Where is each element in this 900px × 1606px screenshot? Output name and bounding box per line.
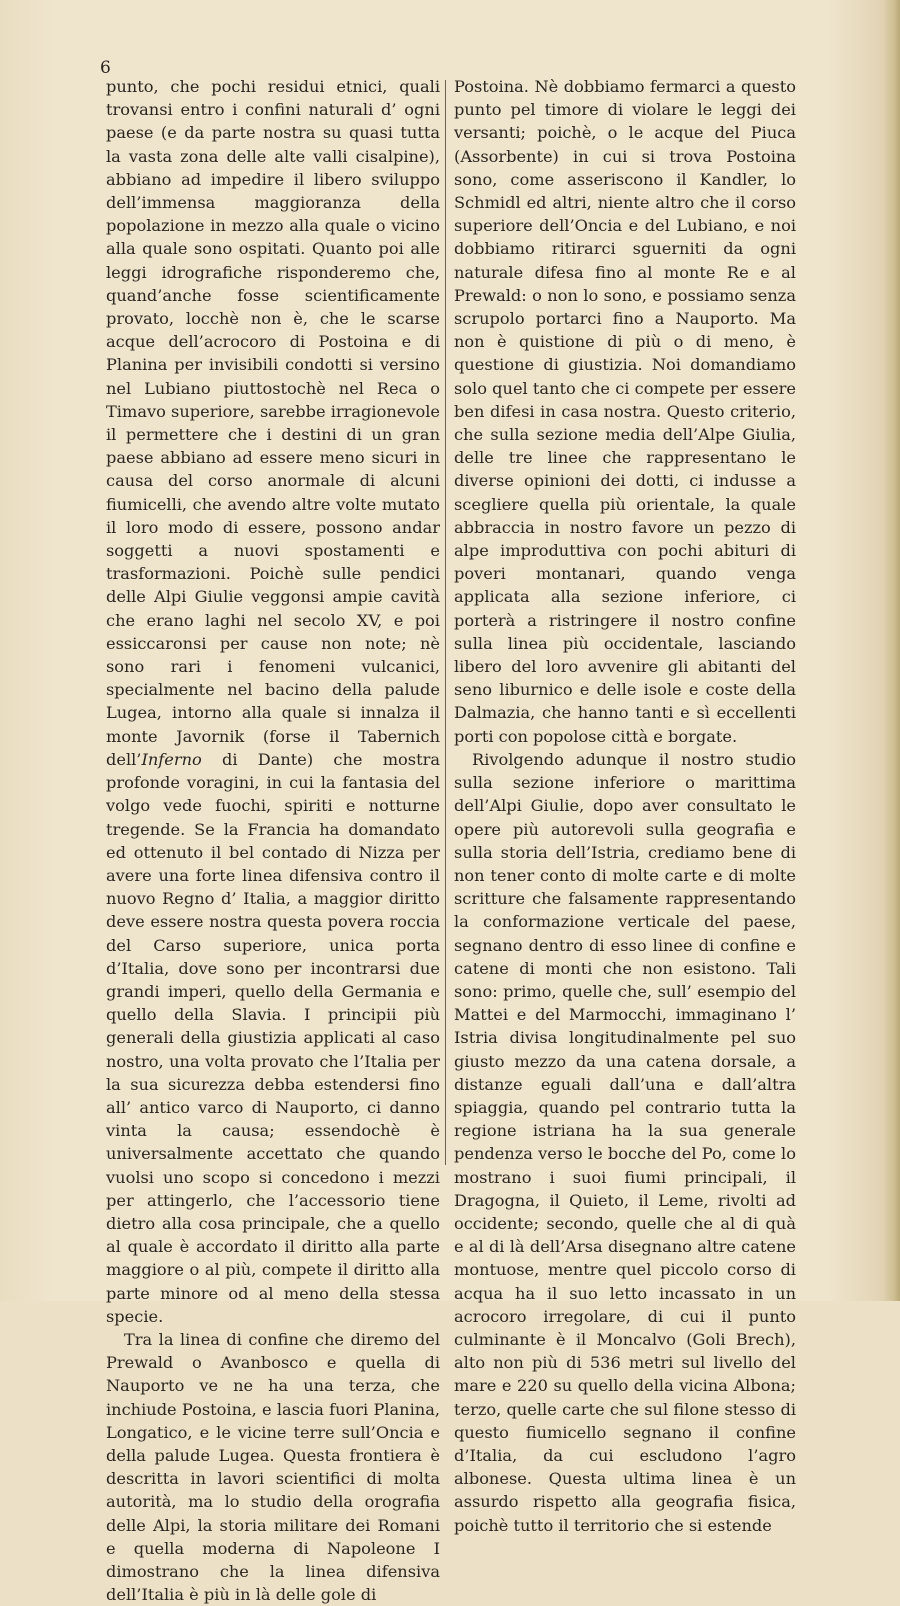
left-paragraph-2: Tra la linea di confine che diremo del Prewald o Avanbosco e quella di Nauporto ve ne ha una terza, che inchiude Postoina, e lascia fuori Planina, Longatico, e le vicine terre sull’Oncia e della palude Lugea. Questa frontiera è descritta in lavori scientifici di molta autorità, ma lo studio della orografia delle Alpi, la storia militare dei Romani e quella moderna di Napoleone I dimostrano che la linea difensiva dell’Italia è più in là delle gole di: [106, 1329, 440, 1605]
page-edge: [884, 0, 900, 1301]
right-column: [454, 75, 796, 1537]
left-paragraph-1-end: di Dante) che mostra profonde voragini, in cui la fantasia del volgo vede fuochi, spiriti e notturne tregende. Se la Francia ha domandato ed ottenuto il bel contado di Nizza per avere una forte linea difensiva contro il nuovo Regno d’ Italia, a maggior diritto deve essere nostra questa povera roccia del Carso superiore, unica porta d’Italia, dove sono per incontrarsi due grandi imperi, quello della Germania e quello della Slavia. I principii più generali della giustizia applicati al caso nostro, una volta provato che l’Italia per la sua sicurezza debba estendersi fino all’ antico varco di Nauporto, ci danno vinta la causa; essendochè è universalmente accettato che quando vuolsi uno scopo si concedono i mezzi per attingerlo, che l’accessorio tiene dietro alla cosa principale, che a quello al quale è accordato il diritto alla parte maggiore o al più, compete il diritto alla parte minore od al meno della stessa specie.: [106, 749, 440, 1326]
right-paragraph-2: Rivolgendo adunque il nostro studio sulla sezione inferiore o marittima dell’Alpi Giulie, dopo aver consultato le opere più autorevoli sulla geografia e sulla storia dell’Istria, crediamo bene di non tener conto di molte carte e di molte scritture che falsamente rappresentando la conformazione verticale del paese, segnano dentro di esso linee di confine e catene di monti che non esistono. Tali sono: primo, quelle che, sull’ esempio del Mattei e del Marmocchi, immaginano l’ Istria divisa longitudinalmente pel suo giusto mezzo da una catena dorsale, a distanze eguali dall’una e dall’altra spiaggia, quando pel contrario tutta la regione istriana ha la sua generale pendenza verso le bocche del Po, come lo mostrano i suoi fiumi principali, il Dragogna, il Quieto, il Leme, rivolti ad occidente; secondo, quelle che al di quà e al di là dell’Arsa disegnano altre catene montuose, mentre quel piccolo corso di acqua ha il suo letto incassato in un acrocoro irregolare, di cui il punto culminante è il Moncalvo (Goli Brech), alto non più di 536 metri sul livello del mare e 220 su quello della vicina Albona; terzo, quelle carte che sul filone stesso di questo fiumicello segnano il confine d’Italia, da cui escludono l’agro albonese. Questa ultima linea è un assurdo rispetto alla geografia fisica, poichè tutto il territorio che si estende: [454, 749, 796, 1535]
column-divider: [445, 80, 446, 1165]
left-paragraph-1: [106, 75, 440, 1328]
left-paragraph-1-text: punto, che pochi residui etnici, quali trovansi entro i confini naturali d’ ogni paese (e da parte nostra su quasi tutta la vasta zona delle alte valli cisalpine), abbiano ad impedire il libero sviluppo dell’immensa maggioranza della popolazione in mezzo alla quale o vicino alla quale sono ospitati. Quanto poi alle leggi idrografiche risponderemo che, quand’anche fosse scientificamente provato, locchè non è, che le scarse acque dell’acrocoro di Postoina e di Planina per invisibili condotti si versino nel Lubiano piuttostochè nel Reca o Timavo superiore, sarebbe irragionevole il permettere che i destini di un gran paese abbiano ad essere meno sicuri in causa del corso anormale di alcuni fiumicelli, che avendo altre volte mutato il loro modo di essere, possono andar soggetti a nuovi spostamenti e trasformazioni. Poichè sulle pendici delle Alpi Giulie veggonsi ampie cavità che erano laghi nel secolo XV, e poi essiccaronsi per cause non note; nè sono rari i fenomeni vulcanici, specialmente nel bacino della palude Lugea, intorno alla quale si innalza il monte Javornik (forse il Tabernich dell’: [106, 77, 440, 769]
right-paragraph-1: Postoina. Nè dobbiamo fermarci a questo punto pel timore di violare le leggi dei versanti; poichè, o le acque del Piuca (Assorbente) in cui si trova Postoina sono, come asseriscono il Kandler, lo Schmidl ed altri, niente altro che il corso superiore dell’Oncia e del Lubiano, e noi dobbiamo ritirarci sguerniti da ogni naturale difesa fino al monte Re e al Prewald: o non lo sono, e possiamo senza scrupolo portarci fino a Nauporto. Ma non è quistione di più o di meno, è questione di giustizia. Noi domandiamo solo quel tanto che ci compete per essere ben difesi in casa nostra. Questo criterio, che sulla sezione media dell’Alpe Giulia, delle tre linee che rappresentano le diverse opinioni dei dotti, ci indusse a scegliere quella più orientale, la quale abbraccia in nostro favore un pezzo di alpe improduttiva con pochi abituri di poveri montanari, quando venga applicata alla sezione inferiore, ci porterà a ristringere il nostro confine sulla linea più occidentale, lasciando libero del loro avvenire gli abitanti del seno liburnico e delle isole e coste della Dalmazia, che hanno tanti e sì eccellenti porti con popolose città e borgate.: [454, 77, 796, 746]
left-column: [106, 75, 440, 1606]
inferno-title: Inferno: [141, 749, 202, 769]
page-number: 6: [100, 58, 111, 78]
